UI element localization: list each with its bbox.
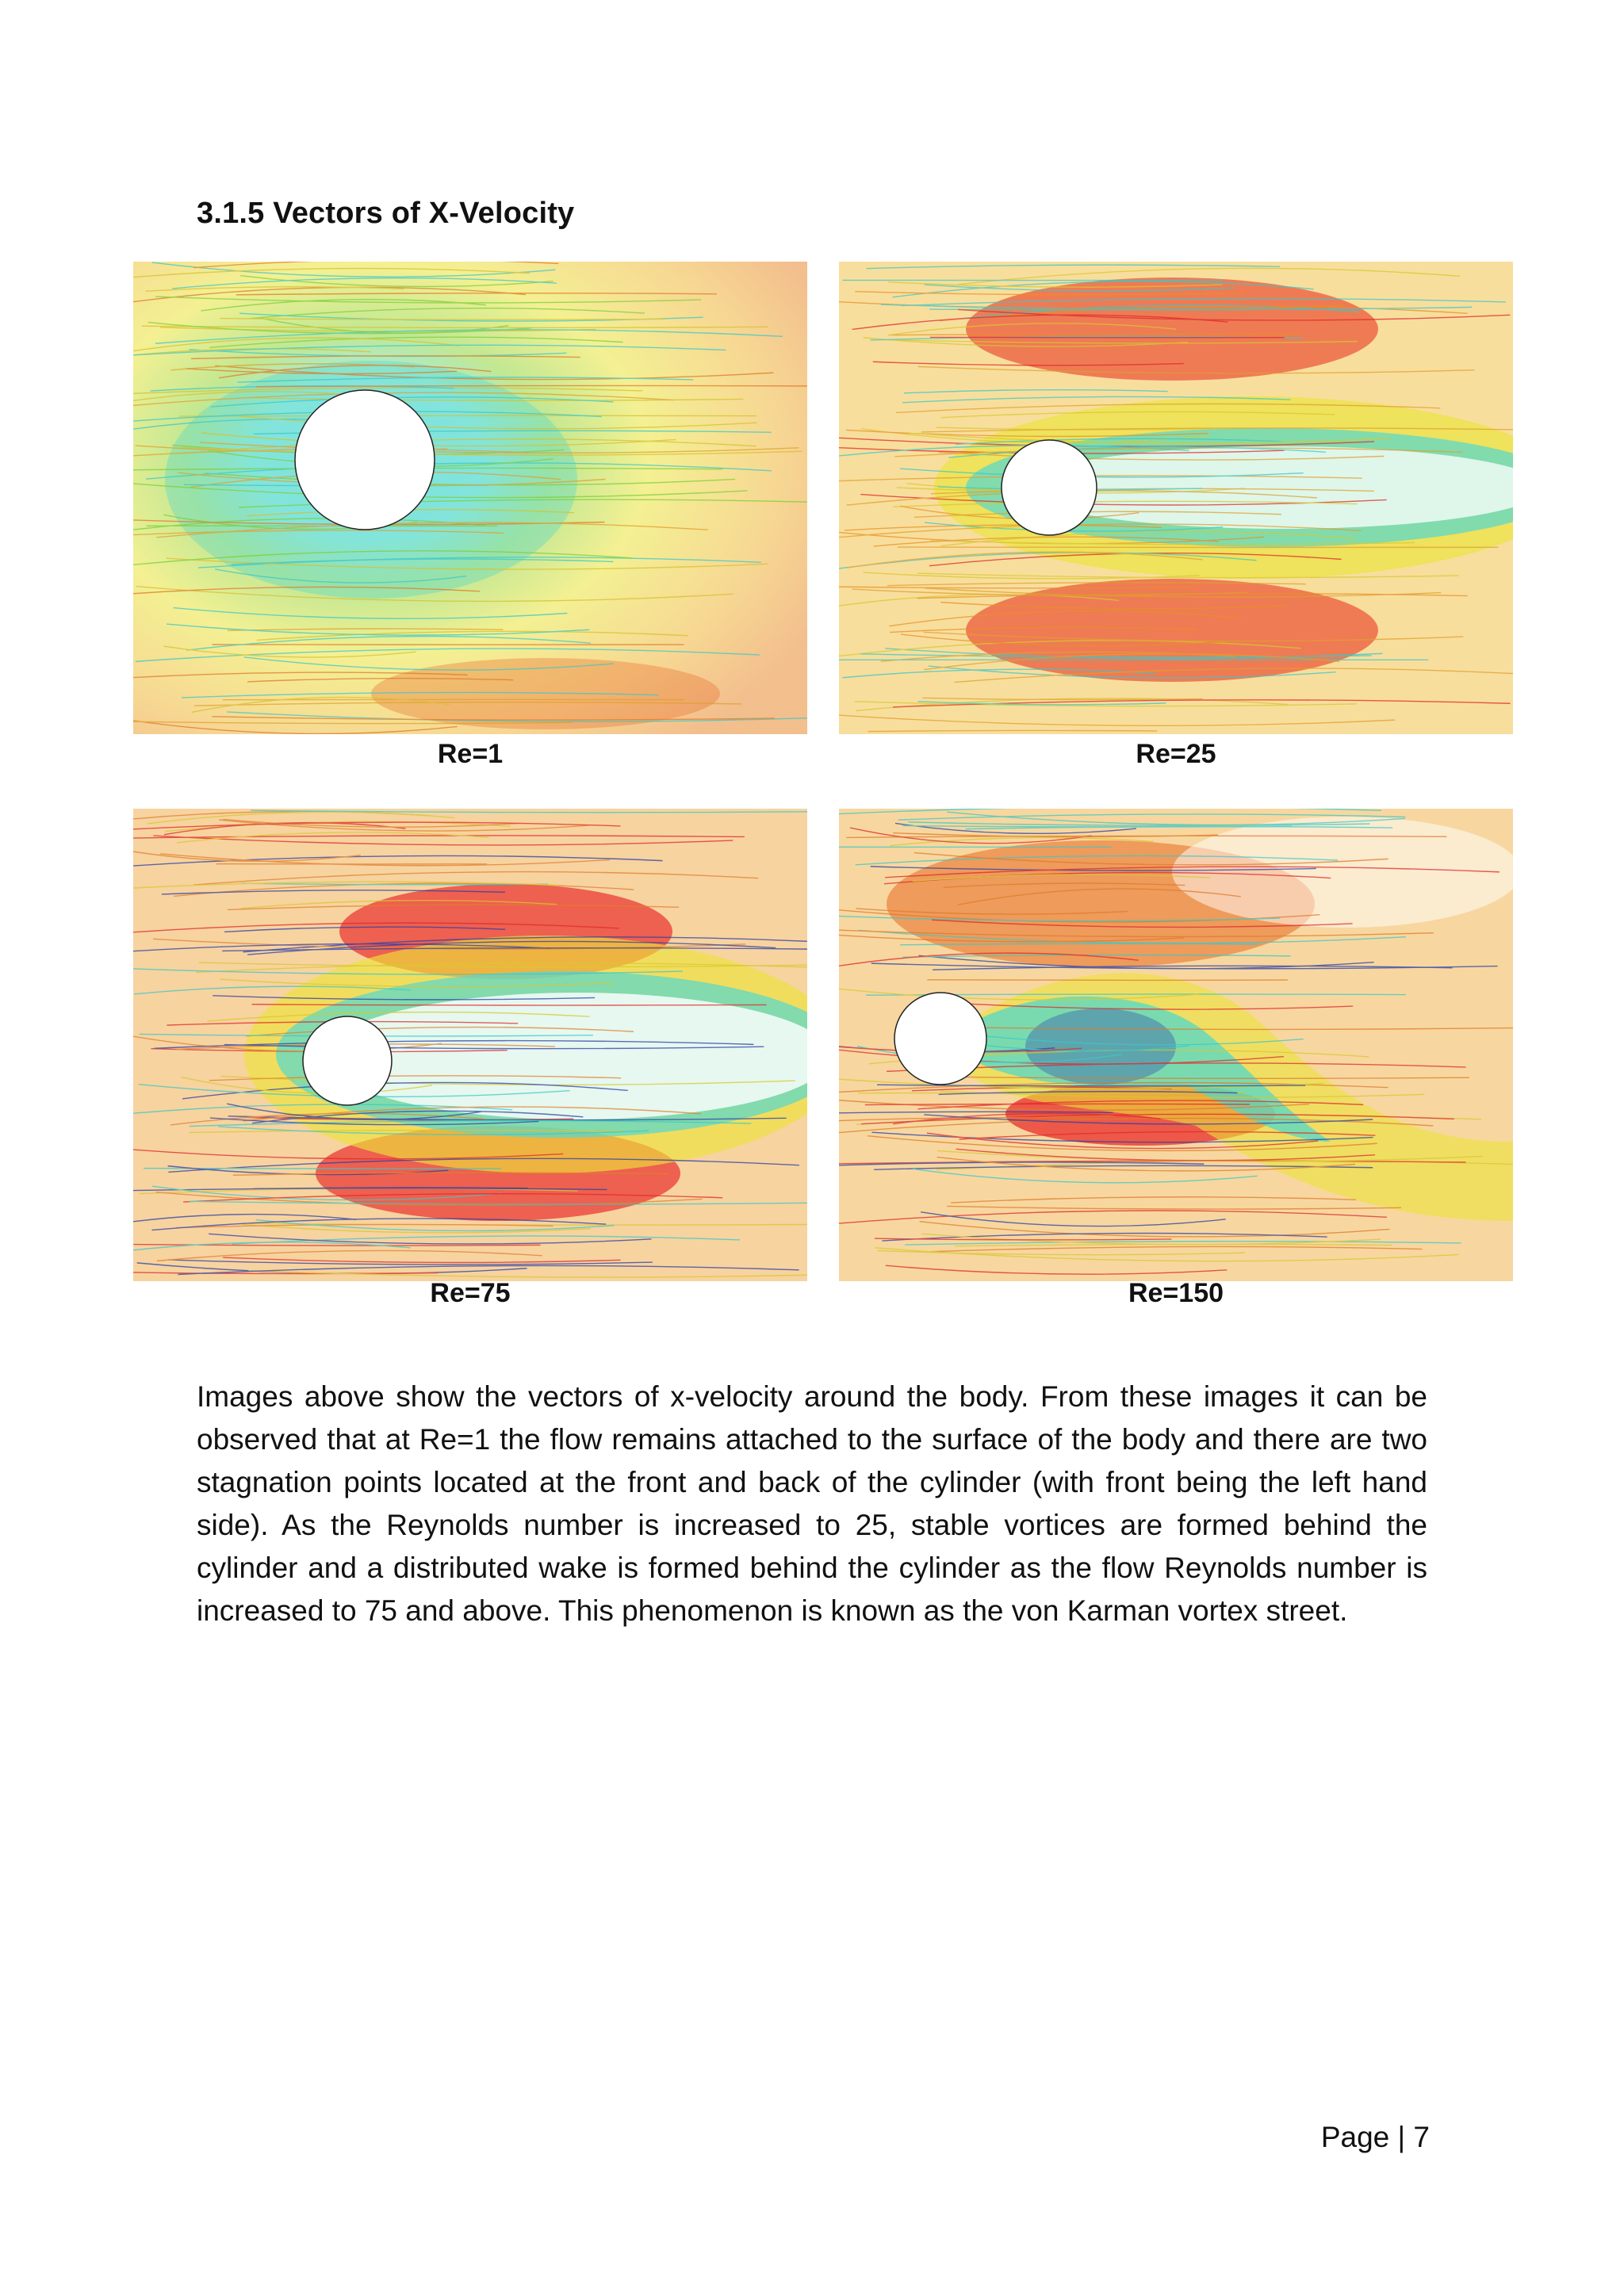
cylinder bbox=[303, 1016, 392, 1105]
figure-re75 bbox=[133, 809, 807, 1281]
figure-caption-re75: Re=75 bbox=[430, 1278, 511, 1308]
figure-caption-re25: Re=25 bbox=[1136, 739, 1216, 769]
page-number: Page | 7 bbox=[1320, 2121, 1430, 2153]
vector-field-re75 bbox=[133, 809, 807, 1281]
vector-field-re25 bbox=[839, 262, 1513, 734]
vector-field-re1 bbox=[133, 262, 807, 734]
velocity-streak bbox=[927, 980, 1288, 981]
figure-caption-re1: Re=1 bbox=[437, 739, 504, 769]
body-paragraph: Images above show the vectors of x-velocity around the body. From these images it can be observed that at Re=1 the flow remains attached to the surface of the body and there are two stagnation points located at the front and back of the cylinder (with front being the left hand side). As the Reynolds number is increased to 25, stable vortices are formed behind the cylinder and a distributed wake is formed behind the cylinder as the flow Reynolds number is increased to 75 and above. This phenomenon is known as the von Karman vortex street. bbox=[197, 1380, 1427, 1627]
figure-caption-re150: Re=150 bbox=[1128, 1278, 1224, 1308]
section-heading: 3.1.5 Vectors of X-Velocity bbox=[197, 197, 575, 230]
cylinder bbox=[295, 390, 435, 530]
cylinder bbox=[1002, 440, 1097, 535]
velocity-streak bbox=[179, 415, 756, 416]
cylinder bbox=[894, 993, 986, 1085]
velocity-streak bbox=[898, 547, 1499, 548]
figure-re25 bbox=[839, 262, 1513, 734]
figure-re1 bbox=[133, 262, 807, 734]
vector-field-re150 bbox=[839, 809, 1513, 1281]
figure-re150 bbox=[839, 809, 1513, 1281]
